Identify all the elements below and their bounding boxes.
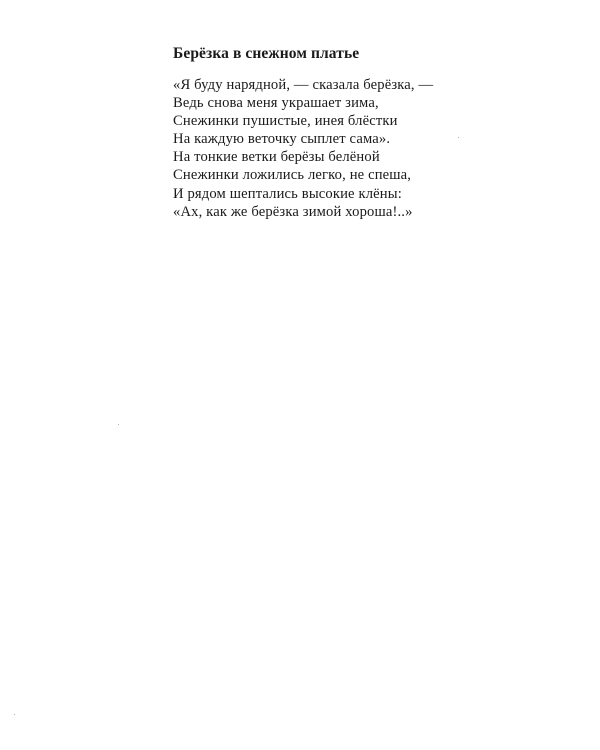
- poem-line-5: На тонкие ветки берёзы белёной: [173, 149, 380, 166]
- scan-speck: [14, 714, 15, 715]
- poem-title: Берёзка в снежном платье: [173, 45, 360, 62]
- scan-speck: [118, 424, 119, 425]
- poem-block: [173, 44, 493, 221]
- poem-line-8: «Ах, как же берёзка зимой хороша!..»: [173, 203, 413, 220]
- poem-line-6: Снежинки ложились легко, не спеша,: [173, 167, 412, 184]
- poem-line-2: Ведь снова меня украшает зима,: [173, 95, 379, 112]
- poem-line-4: На каждую веточку сыплет сама».: [173, 131, 391, 148]
- scan-speck: [458, 137, 459, 138]
- poem-line-1: «Я буду нарядной, — сказала берёзка, —: [173, 77, 434, 93]
- poem-lines: [173, 76, 493, 221]
- poem-line-7: И рядом шептались высокие клёны:: [173, 185, 402, 202]
- poem-line-3: Снежинки пушистые, инея блёстки: [173, 113, 398, 130]
